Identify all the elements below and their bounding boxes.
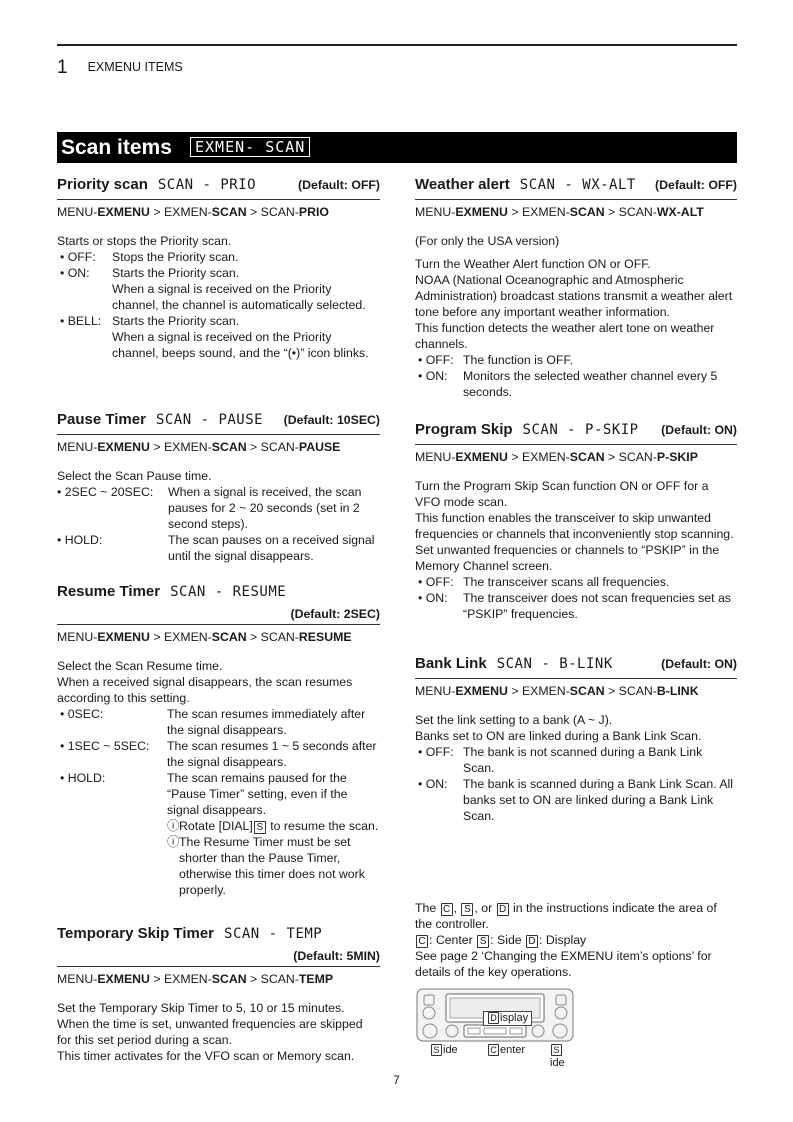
note-item: ⓘ The Resume Timer must be set shorter than the Pause Timer, otherwise this timer does not work properly. [167,835,365,897]
weather-alert-section [415,177,737,400]
center-key-icon: C [441,903,453,916]
menu-path: MENU-EXMENU > EXMEN-SCAN > SCAN-P-SKIP [415,444,737,470]
bank-link-section [415,656,737,824]
center-key-icon: C [416,935,428,948]
option-range: • 1SEC ~ 5SEC: The scan resumes 1 ~ 5 seconds after the signal disappears. [60,739,377,769]
section-banner [57,132,737,163]
side-left-label: S ide [430,1044,458,1057]
section-title: Program Skip [415,421,513,438]
chapter-title: EXMENU ITEMS [87,60,183,74]
controller-note [415,900,737,980]
description: NOAA (National Oceanographic and Atmospheric Administration) broadcast stations transmit a weather alert tone before any important weather information. [415,273,733,319]
description: Starts or stops the Priority scan. [57,234,232,248]
option-off: • OFF: Stops the Priority scan. [60,250,239,264]
note-reference: See page 2 ‘Changing the EXMENU item’s options’ for details of the key operations. [415,949,712,979]
temp-skip-section [57,926,380,1064]
option-off: • OFF: The bank is not scanned during a Bank Link Scan. [418,745,703,775]
option-on: • ON: Monitors the selected weather channel every 5 seconds. [418,369,718,399]
info-icon: ⓘ [167,835,180,849]
menu-path: MENU-EXMENU > EXMEN-SCAN > SCAN-B-LINK [415,678,737,704]
menu-path: MENU-EXMENU > EXMEN-SCAN > SCAN-PRIO [57,199,380,225]
side-key-icon: S [254,821,266,834]
center-label: C enter [487,1044,525,1057]
lcd-label: SCAN - TEMP [224,926,323,942]
side-key-icon: S [477,935,489,948]
header-rule [57,44,737,46]
description: Set the link setting to a bank (A ~ J). [415,713,613,727]
description: When a received signal disappears, the scan resumes according to this setting. [57,675,353,705]
description: This function detects the weather alert tone on weather channels. [415,321,715,351]
lcd-label: SCAN - RESUME [170,584,287,600]
description: Select the Scan Pause time. [57,469,212,483]
description: This timer activates for the VFO scan or Memory scan. [57,1049,355,1063]
menu-path: MENU-EXMENU > EXMEN-SCAN > SCAN-RESUME [57,624,380,650]
default-value: (Default: OFF) [298,178,380,192]
option-0sec: • 0SEC: The scan resumes immediately after the signal disappears. [60,707,366,737]
usa-note: (For only the USA version) [415,234,560,248]
info-icon: ⓘ [167,819,180,833]
description: Turn the Weather Alert function ON or OFF. [415,257,651,271]
side-right-label: Side [550,1045,565,1069]
section-title: Weather alert [415,176,510,193]
default-value: (Default: 5MIN) [293,949,380,963]
option-hold: • HOLD: The scan remains paused for the “Pause Timer” setting, even if the signal disappears. [60,771,348,817]
display-label: D isplay [483,1011,532,1026]
description: Select the Scan Resume time. [57,659,223,673]
default-value: (Default: ON) [661,657,737,671]
option-off: • OFF: The function is OFF. [418,353,574,367]
description: When the time is set, unwanted frequencies are skipped for this set period during a scan. [57,1017,363,1047]
menu-path: MENU-EXMENU > EXMEN-SCAN > SCAN-PAUSE [57,434,380,460]
option-on: • ON: The bank is scanned during a Bank Link Scan. All banks set to ON are linked during a Bank Link Scan. [418,777,734,823]
option-range: • 2SEC ~ 20SEC: When a signal is received, the scan pauses for 2 ~ 20 seconds (set in 2 second steps). [57,485,362,531]
description: Turn the Program Skip Scan function ON or OFF for a VFO mode scan. [415,479,709,509]
display-key-icon: D [497,903,509,916]
note-line: The C , S , or D in the instructions indicate the area of the controller. [415,901,717,931]
note-legend: C : Center S : Side D : Display [415,932,737,948]
description: Banks set to ON are linked during a Bank Link Scan. [415,729,702,743]
lcd-label: SCAN - PRIO [157,177,257,193]
option-off: • OFF: The transceiver scans all frequencies. [418,575,670,589]
default-value: (Default: 10SEC) [283,413,380,427]
banner-lcd-label: EXMEN- SCAN [190,137,310,157]
section-title: Resume Timer [57,583,161,600]
controller-diagram [416,988,574,1069]
chapter-number: 1 [57,57,68,78]
pause-timer-section [57,412,380,564]
section-title: Pause Timer [57,411,146,428]
menu-path: MENU-EXMENU > EXMEN-SCAN > SCAN-TEMP [57,966,380,992]
lcd-label: SCAN - P-SKIP [522,422,639,438]
lcd-label: SCAN - WX-ALT [519,177,636,193]
lcd-label: SCAN - B-LINK [496,656,613,672]
resume-timer-section [57,584,380,898]
menu-path: MENU-EXMENU > EXMEN-SCAN > SCAN-WX-ALT [415,199,737,225]
default-value: (Default: 2SEC) [290,607,380,621]
description: This function enables the transceiver to skip unwanted frequencies or channels that inconveniently stop scanning. [415,511,734,541]
priority-scan-section [57,177,380,361]
option-bell: • BELL: Starts the Priority scan. When a signal is received on the Priority channel, beeps sound, and the “(•)” icon blinks. [60,314,369,360]
page-header [57,56,183,79]
section-title: Bank Link [415,655,487,672]
option-hold: • HOLD: The scan pauses on a received signal until the signal disappears. [57,533,375,563]
default-value: (Default: OFF) [655,178,737,192]
option-on: • ON: Starts the Priority scan. When a signal is received on the Priority channel, the channel is automatically selected. [60,266,366,312]
lcd-label: SCAN - PAUSE [155,412,264,428]
program-skip-section [415,422,737,622]
description: Set the Temporary Skip Timer to 5, 10 or 15 minutes. [57,1001,345,1015]
description: Set unwanted frequencies or channels to “PSKIP” in the Memory Channel screen. [415,543,720,573]
option-on: • ON: The transceiver does not scan frequencies set as “PSKIP” frequencies. [418,591,731,621]
note-item: ⓘ Rotate [DIAL] S to resume the scan. [167,819,379,833]
side-key-icon: S [461,903,473,916]
default-value: (Default: ON) [661,423,737,437]
section-title: Priority scan [57,176,148,193]
banner-title: Scan items [61,136,172,159]
section-title: Temporary Skip Timer [57,925,215,942]
display-key-icon: D [526,935,538,948]
page-number: 7 [393,1073,400,1087]
